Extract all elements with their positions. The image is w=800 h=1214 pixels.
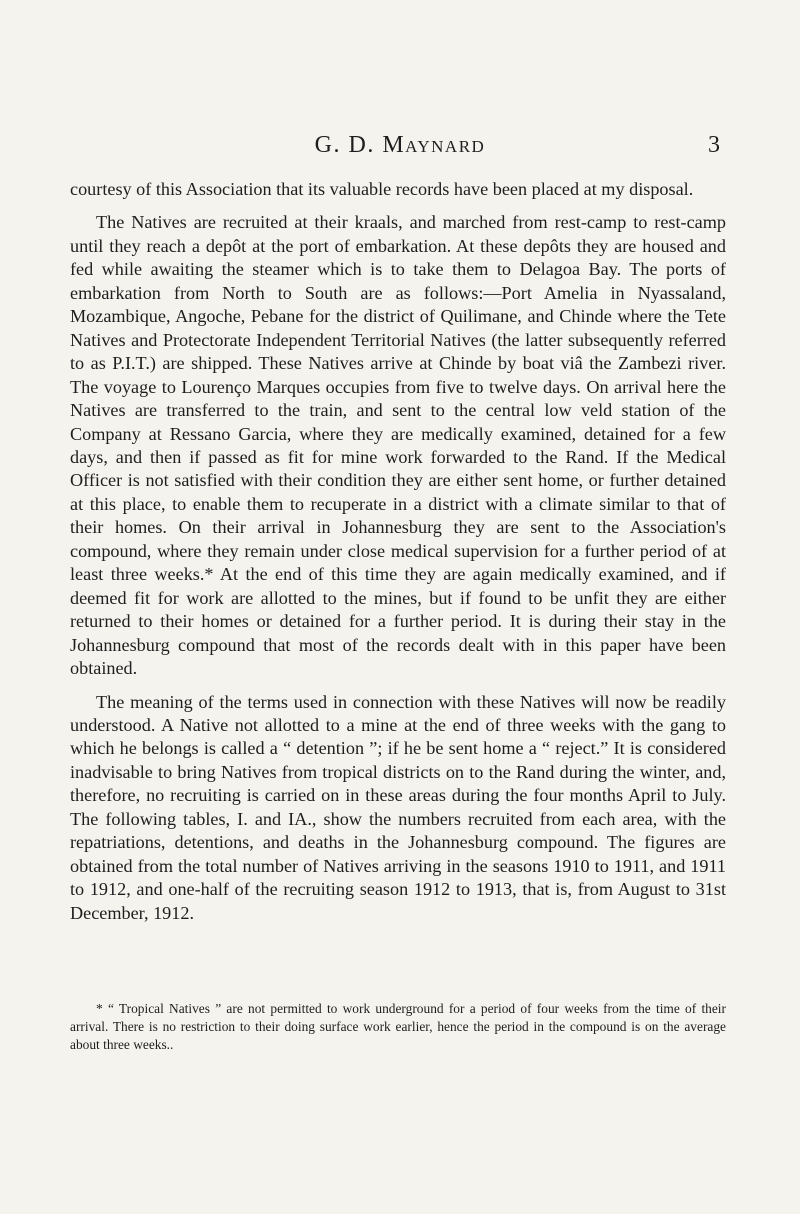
paragraph-terms: The meaning of the terms used in connection with these Natives will now be readily understood. A Native not allotted to a mine at the end of three weeks with the gang to which he belongs is called a “ detention ”; if he be sent home a “ reject.” It is considered inadvisable to bring Natives from tropical districts on to the Rand during the winter, and, therefore, no recruiting is carried on in these areas during the four months April to July. The following tables, I. and IA., show the numbers recruited from each area, with the repatriations, detentions, and deaths in the Johannesburg compound. The figures are obtained from the total number of Natives arriving in the seasons 1910 to 1911, and 1911 to 1912, and one-half of the recruiting season 1912 to 1913, that is, from August to 31st December, 1912. [70, 691, 726, 923]
paragraph-continuation: courtesy of this Association that its valuable records have been placed at my disposal. [70, 179, 694, 199]
body-text [70, 178, 726, 935]
running-head [0, 132, 800, 162]
paragraph-recruitment: The Natives are recruited at their kraals, and marched from rest-camp to rest-camp until they reach a depôt at the port of embarkation. At these depôts they are housed and fed while awaiting the steamer which is to take them to Delagoa Bay. The ports of embarkation from North to South are as follows:—Port Amelia in Nyassaland, Mozambique, Angoche, Pebane for the district of Quilimane, and Chinde where the Tete Natives and Protectorate Independent Territorial Natives (the latter subsequently referred to as P.I.T.) are shipped. These Natives arrive at Chinde by boat viâ the Zambezi river. The voyage to Lourenço Marques occupies from five to twelve days. On arrival here the Natives are transferred to the train, and sent to the central low veld station of the Company at Ressano Garcia, where they are medically examined, detained for a few days, and then if passed as fit for mine work forwarded to the Rand. If the Medical Officer is not satisfied with their condition they are either sent home, or further detained at this place, to enable them to recuperate in a district with a climate similar to that of their homes. On their arrival in Johannesburg they are sent to the Association's compound, where they remain under close medical supervision for a further period of at least three weeks.* At the end of this time they are again medically examined, and if deemed fit for work are allotted to the mines, but if found to be unfit they are either returned to their homes or detained for a further period. It is during their stay in the Johannesburg compound that most of the records dealt with in this paper have been obtained. [70, 212, 726, 679]
page-number: 3 [708, 132, 720, 158]
running-title: G. D. Maynard [314, 132, 486, 158]
footnote: * “ Tropical Natives ” are not permitted to work underground for a period of four weeks from the time of their arrival. There is no restriction to their doing surface work earlier, hence the period in the compound is on the average about three weeks.. [70, 1001, 726, 1052]
